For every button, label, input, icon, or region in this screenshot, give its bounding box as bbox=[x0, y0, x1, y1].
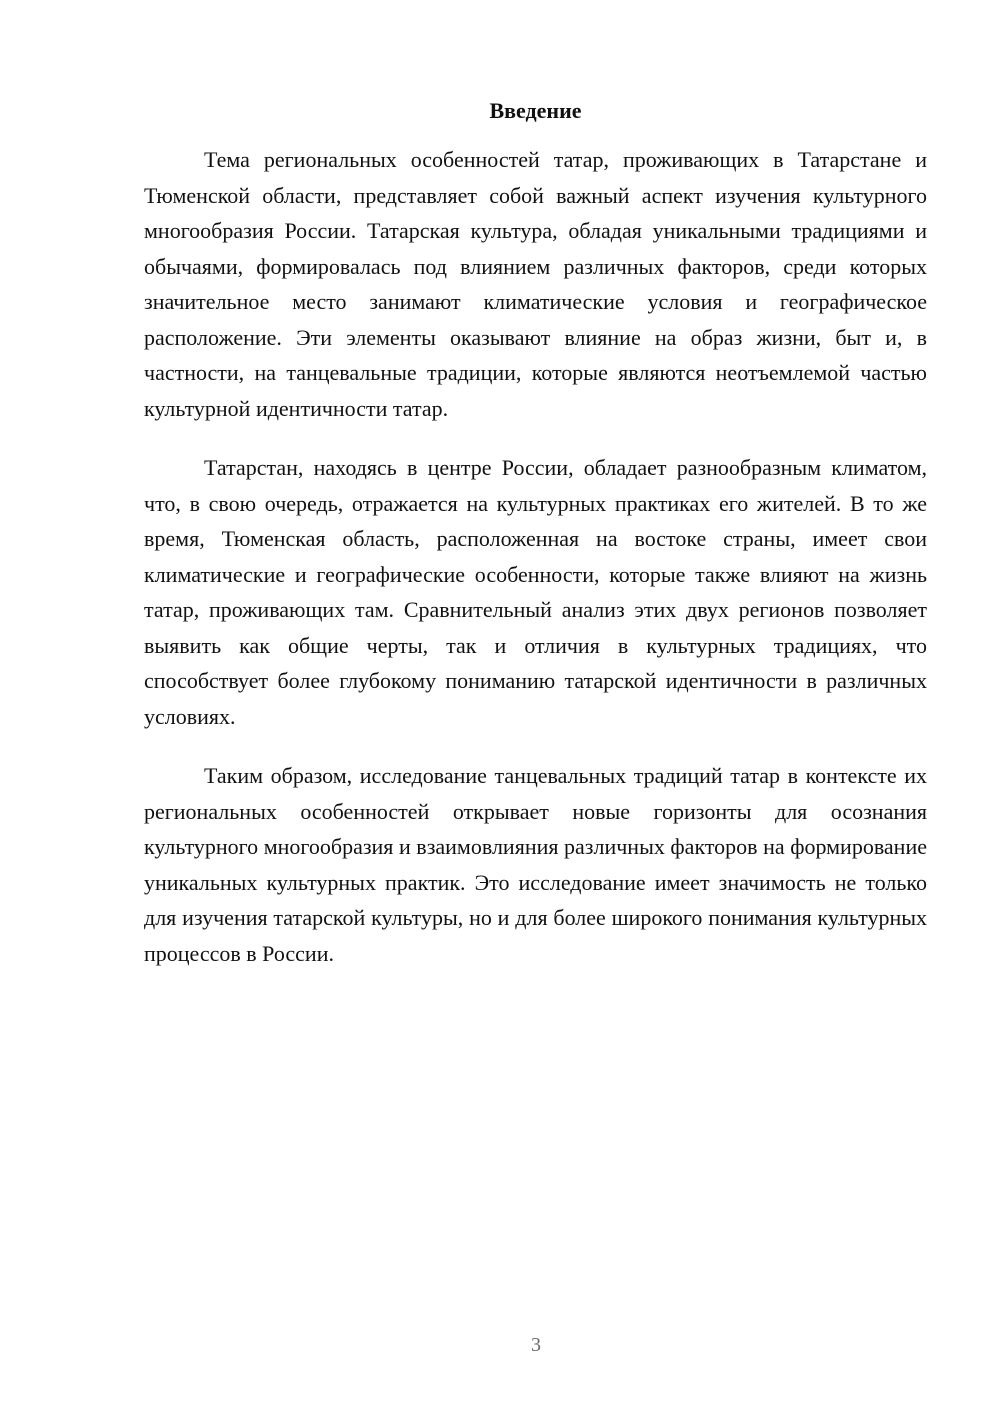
paragraph-1: Тема региональных особенностей татар, проживающих в Татарстане и Тюменской области, представляет собой важный аспект изучения культурного многообразия России. Татарская культура, обладая уникальными традициями и обычаями, формировалась под влиянием различных факторов, среди которых значительное место занимают климатические условия и географическое расположение. Эти элементы оказывают влияние на образ жизни, быт и, в частности, на танцевальные традиции, которые являются неотъемлемой частью культурной идентичности татар. bbox=[144, 147, 927, 421]
page-content bbox=[144, 96, 927, 995]
page-number: 3 bbox=[531, 1334, 541, 1356]
paragraph-3: Таким образом, исследование танцевальных традиций татар в контексте их региональных особенностей открывает новые горизонты для осознания культурного многообразия и взаимовлияния различных факторов на формирование уникальных культурных практик. Это исследование имеет значимость не только для изучения татарской культуры, но и для более широкого понимания культурных процессов в России. bbox=[144, 763, 927, 966]
paragraph-2: Татарстан, находясь в центре России, обладает разнообразным климатом, что, в свою очередь, отражается на культурных практиках его жителей. В то же время, Тюменская область, расположенная на востоке страны, имеет свои климатические и географические особенности, которые также влияют на жизнь татар, проживающих там. Сравнительный анализ этих двух регионов позволяет выявить как общие черты, так и отличия в культурных традициях, что способствует более глубокому пониманию татарской идентичности в различных условиях. bbox=[144, 455, 927, 729]
section-title: Введение bbox=[489, 98, 582, 123]
